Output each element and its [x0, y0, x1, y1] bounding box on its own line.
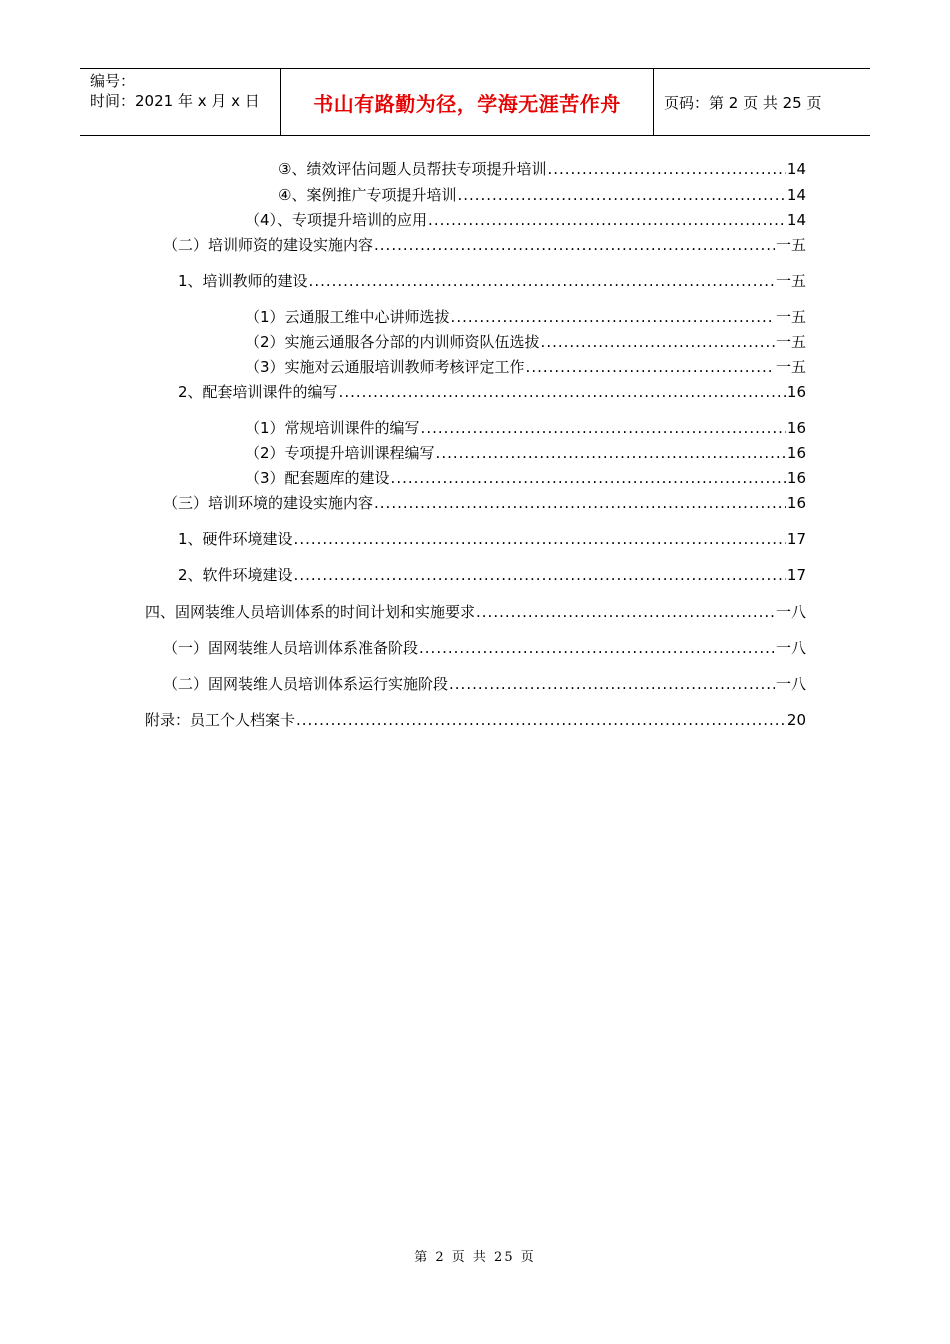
date-label: 时间：2021 年 x 月 x 日 [90, 92, 260, 110]
toc-leader [541, 331, 775, 353]
toc-entry-label: （2）实施云通服各分部的内训师资队伍选拔 [245, 333, 540, 351]
toc-entry[interactable] [278, 184, 806, 206]
toc-leader [419, 637, 775, 659]
toc-entry-page: 20 [786, 711, 806, 729]
toc-entry-page: 14 [786, 211, 806, 229]
toc-entry-label: （二）培训师资的建设实施内容 [163, 236, 374, 254]
toc-leader [391, 467, 786, 489]
page-footer: 第 2 页 共 25 页 [414, 1250, 536, 1265]
toc-entry[interactable] [163, 637, 806, 659]
toc-leader [374, 234, 775, 256]
toc-entry[interactable] [178, 528, 806, 550]
toc-entry[interactable] [245, 467, 806, 489]
toc-entry-label: （3）实施对云通服培训教师考核评定工作 [245, 358, 525, 376]
toc-leader [547, 158, 785, 180]
header-motto: 书山有路勤为径，学海无涯苦作舟 [281, 69, 654, 135]
toc-entry-label: （二）固网装维人员培训体系运行实施阶段 [163, 675, 449, 693]
toc-leader [451, 306, 775, 328]
toc-entry-label: 四、固网装维人员培训体系的时间计划和实施要求 [145, 603, 476, 621]
toc-entry-page: 一八 [775, 675, 806, 693]
toc-entry[interactable] [163, 234, 806, 256]
toc-entry-label: （一）固网装维人员培训体系准备阶段 [163, 639, 419, 657]
toc-entry-page: 一八 [775, 639, 806, 657]
toc-entry[interactable] [178, 270, 806, 292]
toc-entry[interactable] [245, 356, 806, 378]
toc-entry-label: 1、硬件环境建设 [178, 530, 293, 548]
toc-entry[interactable] [178, 564, 806, 586]
toc-entry-page: 14 [786, 160, 806, 178]
toc-entry-page: 一八 [775, 603, 806, 621]
toc-entry-page: 一五 [775, 308, 806, 326]
page-header [80, 68, 870, 136]
toc-entry-page: 16 [786, 383, 806, 401]
toc-leader [428, 209, 786, 231]
toc-entry-page: 16 [786, 444, 806, 462]
toc-entry[interactable] [178, 381, 806, 403]
toc-entry-page: 16 [786, 494, 806, 512]
serial-number-label: 编号： [90, 72, 136, 90]
toc-entry-label: （1）常规培训课件的编写 [245, 419, 420, 437]
toc-entry[interactable] [245, 306, 806, 328]
toc-entry[interactable] [163, 492, 806, 514]
toc-leader [436, 442, 786, 464]
toc-entry-page: 16 [786, 469, 806, 487]
toc-leader [294, 564, 786, 586]
toc-entry-page: 一五 [775, 272, 806, 290]
toc-entry[interactable] [278, 158, 806, 180]
toc-entry[interactable] [163, 673, 806, 695]
toc-leader [296, 709, 786, 731]
toc-entry-label: ④、案例推广专项提升培训 [278, 186, 457, 204]
toc-leader [421, 417, 786, 439]
toc-leader [294, 528, 786, 550]
toc-entry-page: 17 [786, 566, 806, 584]
toc-leader [457, 184, 785, 206]
toc-leader [526, 356, 775, 378]
toc-entry-label: （3）配套题库的建设 [245, 469, 390, 487]
toc-leader [339, 381, 786, 403]
toc-entry[interactable] [245, 331, 806, 353]
toc-entry-label: （三）培训环境的建设实施内容 [163, 494, 374, 512]
toc-entry-page: 16 [786, 419, 806, 437]
toc-entry[interactable] [145, 601, 806, 623]
toc-entry-label: （1）云通服工维中心讲师选拔 [245, 308, 450, 326]
toc-entry[interactable] [245, 442, 806, 464]
toc-entry-label: （4）、专项提升培训的应用 [245, 211, 428, 229]
toc-leader [476, 601, 775, 623]
toc-leader [309, 270, 775, 292]
toc-entry-label: 附录：员工个人档案卡 [145, 711, 296, 729]
header-left-cell [80, 69, 281, 135]
toc-entry-label: （2）专项提升培训课程编写 [245, 444, 435, 462]
toc-entry-page: 一五 [775, 358, 806, 376]
toc-entry[interactable] [145, 709, 806, 731]
toc-entry-label: 2、配套培训课件的编写 [178, 383, 338, 401]
toc-entry-page: 14 [786, 186, 806, 204]
toc-entry[interactable] [245, 417, 806, 439]
toc-entry-page: 一五 [775, 236, 806, 254]
toc-entry[interactable] [245, 209, 806, 231]
toc-entry-label: 2、软件环境建设 [178, 566, 293, 584]
toc-entry-page: 17 [786, 530, 806, 548]
header-page-info: 页码：第 2 页 共 25 页 [664, 93, 822, 112]
toc-entry-label: ③、绩效评估问题人员帮扶专项提升培训 [278, 160, 547, 178]
toc-entry-label: 1、培训教师的建设 [178, 272, 308, 290]
toc-entry-page: 一五 [775, 333, 806, 351]
toc-leader [449, 673, 775, 695]
toc-leader [374, 492, 786, 514]
